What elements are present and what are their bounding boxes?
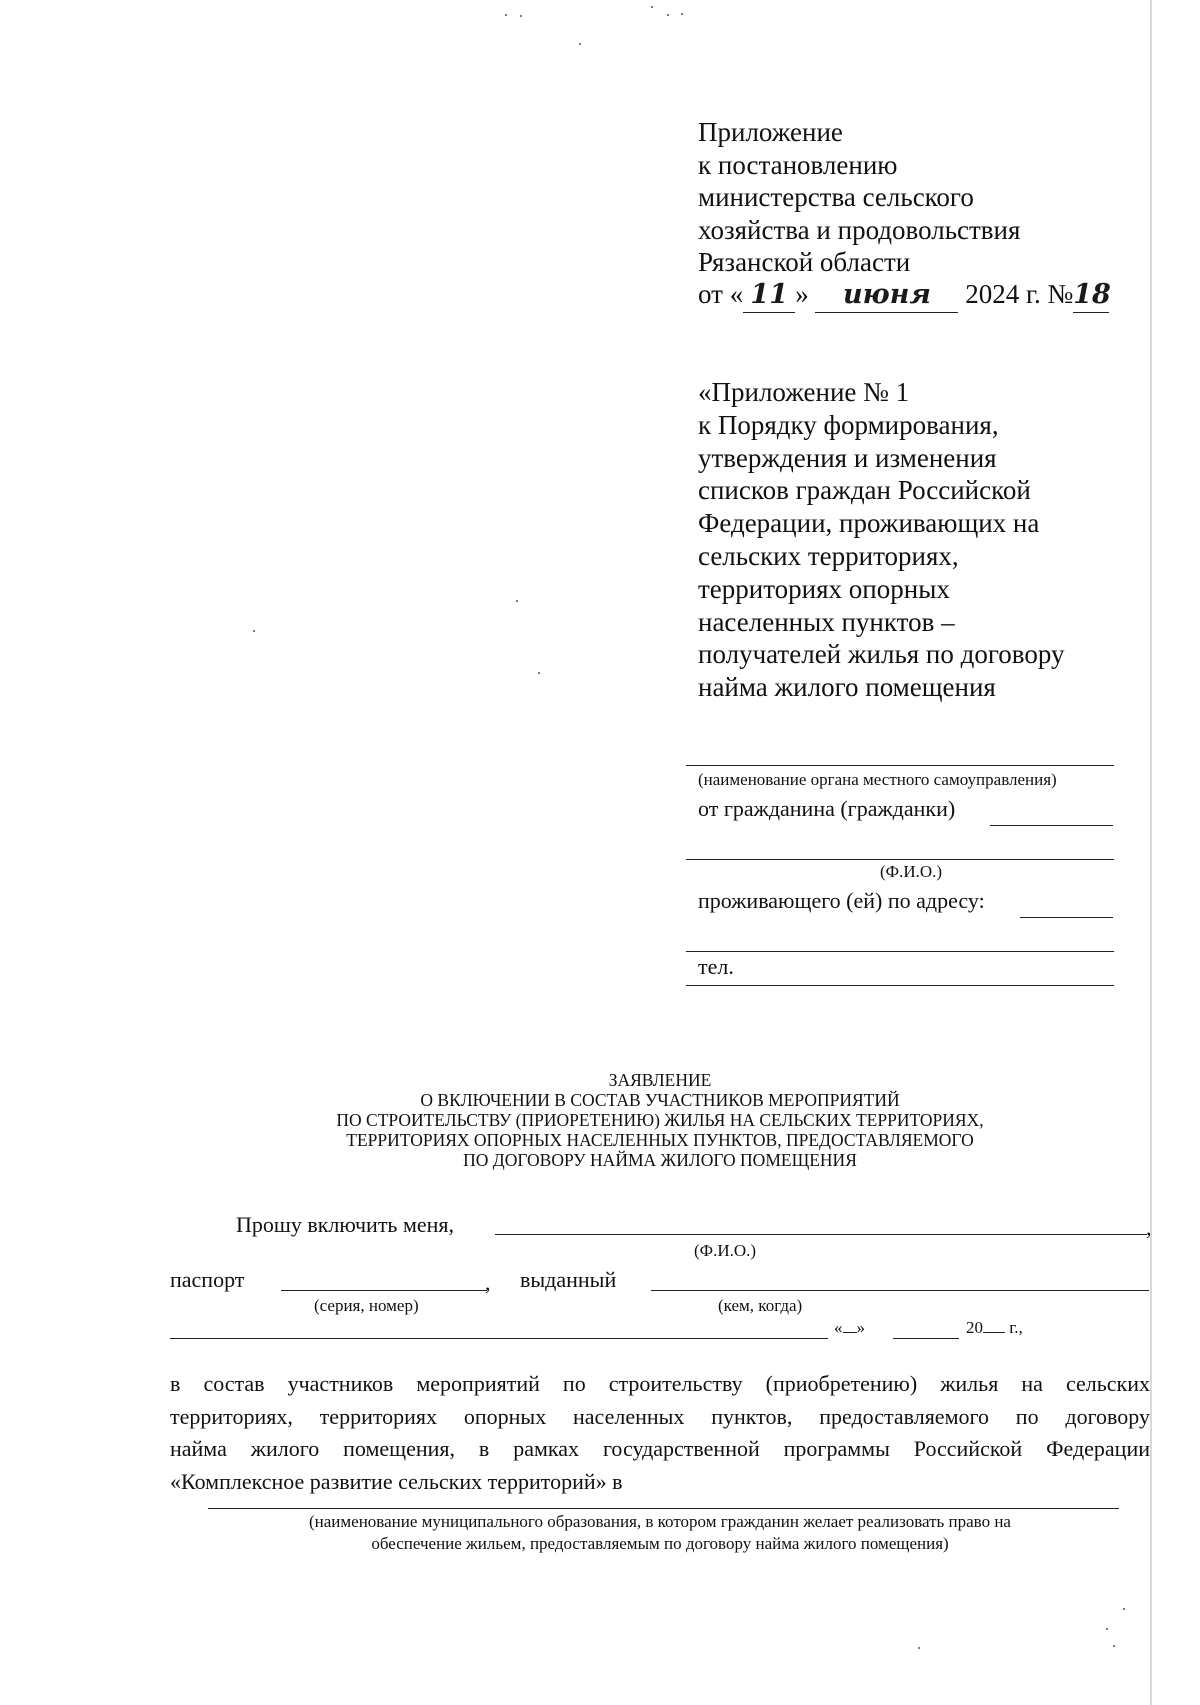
appendix-line: сельских территориях, (698, 540, 959, 571)
appendix-line: «Приложение № 1 (698, 377, 910, 407)
address-line-1 (1020, 917, 1113, 918)
body-line: «Комплексное развитие сельских территорий» в (170, 1468, 623, 1494)
fio-line (686, 859, 1114, 860)
appendix-line: к Порядку формирования, (698, 409, 999, 440)
scan-speck (681, 13, 683, 15)
scan-speck (505, 14, 507, 16)
request-comma: , (1146, 1215, 1152, 1240)
body-line: найма жилого помещения, в рамках государственной программы Российской Федерации (170, 1436, 1150, 1461)
handwritten-month: июня (843, 279, 931, 310)
scan-speck (516, 600, 518, 602)
address-line-2 (686, 951, 1114, 952)
resolution-appendix-header (698, 116, 1020, 279)
body-line: в состав участников мероприятий по строительству (приобретению) жилья на сельских (170, 1371, 1150, 1396)
request-fio-line (495, 1234, 1147, 1235)
appendix-line: Федерации, проживающих на (698, 508, 1040, 539)
scan-speck (520, 15, 522, 17)
title-line: О ВКЛЮЧЕНИИ В СОСТАВ УЧАСТНИКОВ МЕРОПРИЯТИЙ (420, 1090, 900, 1110)
municipality-line (208, 1508, 1119, 1509)
passport-number-line (281, 1290, 487, 1291)
handwritten-day: 11 (750, 279, 788, 310)
body-line: территориях, территориях опорных населенных пунктов, предоставляемого по договору (170, 1403, 1150, 1429)
scan-speck (1113, 1645, 1115, 1647)
org-name-line (686, 765, 1114, 766)
appendix-line: списков граждан Российской (698, 475, 1031, 506)
municipality-caption-line: (наименование муниципального образования, в котором гражданин желает реализовать право на (309, 1512, 1011, 1531)
issuer-caption: (кем, когда) (718, 1296, 803, 1315)
phone-label: тел. (698, 954, 734, 979)
issuer-line (651, 1290, 1149, 1291)
issued-label: выданный (520, 1267, 617, 1292)
header-line: Рязанской области (698, 247, 911, 277)
appendix-line: территориях опорных (698, 573, 950, 604)
fio-caption: (Ф.И.О.) (880, 862, 943, 881)
issuer-continuation-line (170, 1338, 828, 1339)
request-fio-caption: (Ф.И.О.) (694, 1241, 757, 1260)
appendix-line: населенных пунктов – (698, 606, 955, 637)
scan-speck (1123, 1608, 1125, 1610)
title-line: ТЕРРИТОРИЯХ ОПОРНЫХ НАСЕЛЕННЫХ ПУНКТОВ, ПРЕДОСТАВЛЯЕМОГО (346, 1130, 974, 1150)
header-line: Приложение (698, 117, 843, 147)
passport-comma: , (485, 1270, 491, 1295)
org-name-caption: (наименование органа местного самоуправления) (698, 770, 1057, 789)
header-line: министерства сельского (698, 182, 974, 212)
scan-speck (253, 630, 255, 632)
municipality-caption (170, 1511, 1150, 1555)
title-line: ПО СТРОИТЕЛЬСТВУ (ПРИОРЕТЕНИЮ) ЖИЛЬЯ НА СЕЛЬСКИХ ТЕРРИТОРИЯХ, (336, 1110, 984, 1130)
passport-label: паспорт (170, 1267, 245, 1292)
scan-speck (1106, 1628, 1108, 1630)
scan-speck (651, 6, 653, 8)
phone-line (686, 985, 1114, 986)
title-line: ПО ДОГОВОРУ НАЙМА ЖИЛОГО ПОМЕЩЕНИЯ (463, 1150, 857, 1170)
series-caption: (серия, номер) (314, 1296, 419, 1315)
scan-speck (579, 43, 581, 45)
from-citizen-line (990, 825, 1113, 826)
from-citizen-label: от гражданина (гражданки) (698, 796, 956, 821)
body-paragraph (170, 1368, 1150, 1498)
scan-speck (667, 14, 669, 16)
title-line: ЗАЯВЛЕНИЕ (608, 1070, 712, 1090)
procedure-appendix-header (698, 376, 1064, 704)
request-label: Прошу включить меня, (236, 1212, 455, 1237)
appendix-line: найма жилого помещения (698, 672, 996, 703)
municipality-caption-line: обеспечение жильем, предоставляемым по договору найма жилого помещения) (371, 1534, 949, 1553)
issue-date-day: « » (834, 1318, 865, 1337)
scan-edge (1150, 0, 1152, 1705)
appendix-line: утверждения и изменения (698, 442, 997, 473)
scan-speck (918, 1647, 920, 1649)
application-title (170, 1070, 1150, 1170)
issue-date-month-line (893, 1338, 959, 1339)
handwritten-number: 18 (1073, 279, 1111, 310)
issue-date-year: 20 г., (966, 1318, 1023, 1337)
address-label: проживающего (ей) по адресу: (698, 888, 985, 913)
resolution-date-line: от « 11 » июня 2024 г. №18 (698, 278, 1109, 313)
header-line: к постановлению (698, 149, 898, 180)
scan-speck (538, 672, 540, 674)
appendix-line: получателей жилья по договору (698, 639, 1065, 670)
header-line: хозяйства и продовольствия (698, 214, 1021, 245)
